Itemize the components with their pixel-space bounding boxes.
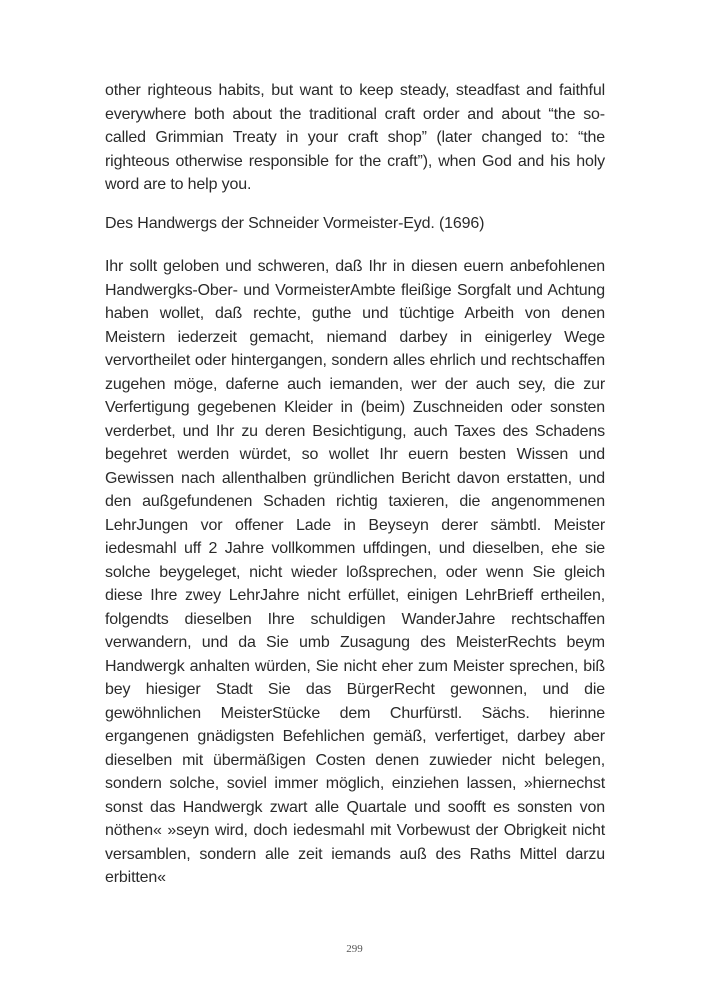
body-paragraph-oath: Ihr sollt geloben und schweren, daß Ihr in diesen euern anbefohlenen Handwergks-Ober- und VormeisterAmbte fleißige Sorgfalt und Achtung haben wollet, daß rechte, guthe und tüchtige Arbeith von denen Meistern iederzeit gemacht, niemand darbey in einigerley Wege vervortheilet oder hintergangen, sondern alles ehrlich und rechtschaffen zugehen möge, daferne auch iemanden, wer der auch sey, die zur Verfertigung gegebenen Kleider in (beim) Zuschneiden oder sonsten verderbet, und Ihr zu deren Besichtigung, auch Taxes des Schadens begehret werden würdet, so wollet Ihr euern besten Wissen und Gewissen nach allenthalben gründlichen Bericht davon erstatten, und den außgefundenen Schaden richtig taxieren, die angenommenen LehrJungen vor offener Lade in Beyseyn derer sämbtl. Meister iedesmahl uff 2 Jahre vollkommen uffdingen, und dieselben, ehe sie solche beygeleget, nicht wieder loßsprechen, oder wenn Sie gleich diese Ihre zwey LehrJahre nicht erfüllet, einigen LehrBrieff ertheilen, folgendts dieselben Ihre schuldigen WanderJahre rechtschaffen verwandern, und da Sie umb Zusagung des MeisterRechts beym Handwergk anhalten würden, Sie nicht eher zum Meister sprechen, biß bey hiesiger Stadt Sie das BürgerRecht gewonnen, und die gewöhnlichen MeisterStücke dem Churfürstl. Sächs. hierinne ergangenen gnädigsten Befehlichen gemäß, verfertiget, darbey aber dieselben mit übermäßigen Costen denen zuwieder nicht belegen, sondern solche, soviel immer möglich, einziehen lassen, »hiernechst sonst das Handwergk zwart alle Quartale und soofft es sonsten von nöthen« »seyn wird, doch iedesmahl mit Vorbewust der Obrigkeit nicht versamblen, sondern alle zeit iemands auß des Raths Mittel darzu erbitten« xyxy=(105,258,605,886)
page-number: 299 xyxy=(346,943,363,955)
body-paragraph-translation: other righteous habits, but want to keep steady, steadfast and faithful everywhere both about the traditional craft order and about “the so-called Grimmian Treaty in your craft shop” (later changed to: “the righteous otherwise responsible for the craft”), when God and his holy word are to help you. xyxy=(105,82,605,193)
section-heading: Des Handwergs der Schneider Vormeister-Eyd. (1696) xyxy=(105,215,485,232)
